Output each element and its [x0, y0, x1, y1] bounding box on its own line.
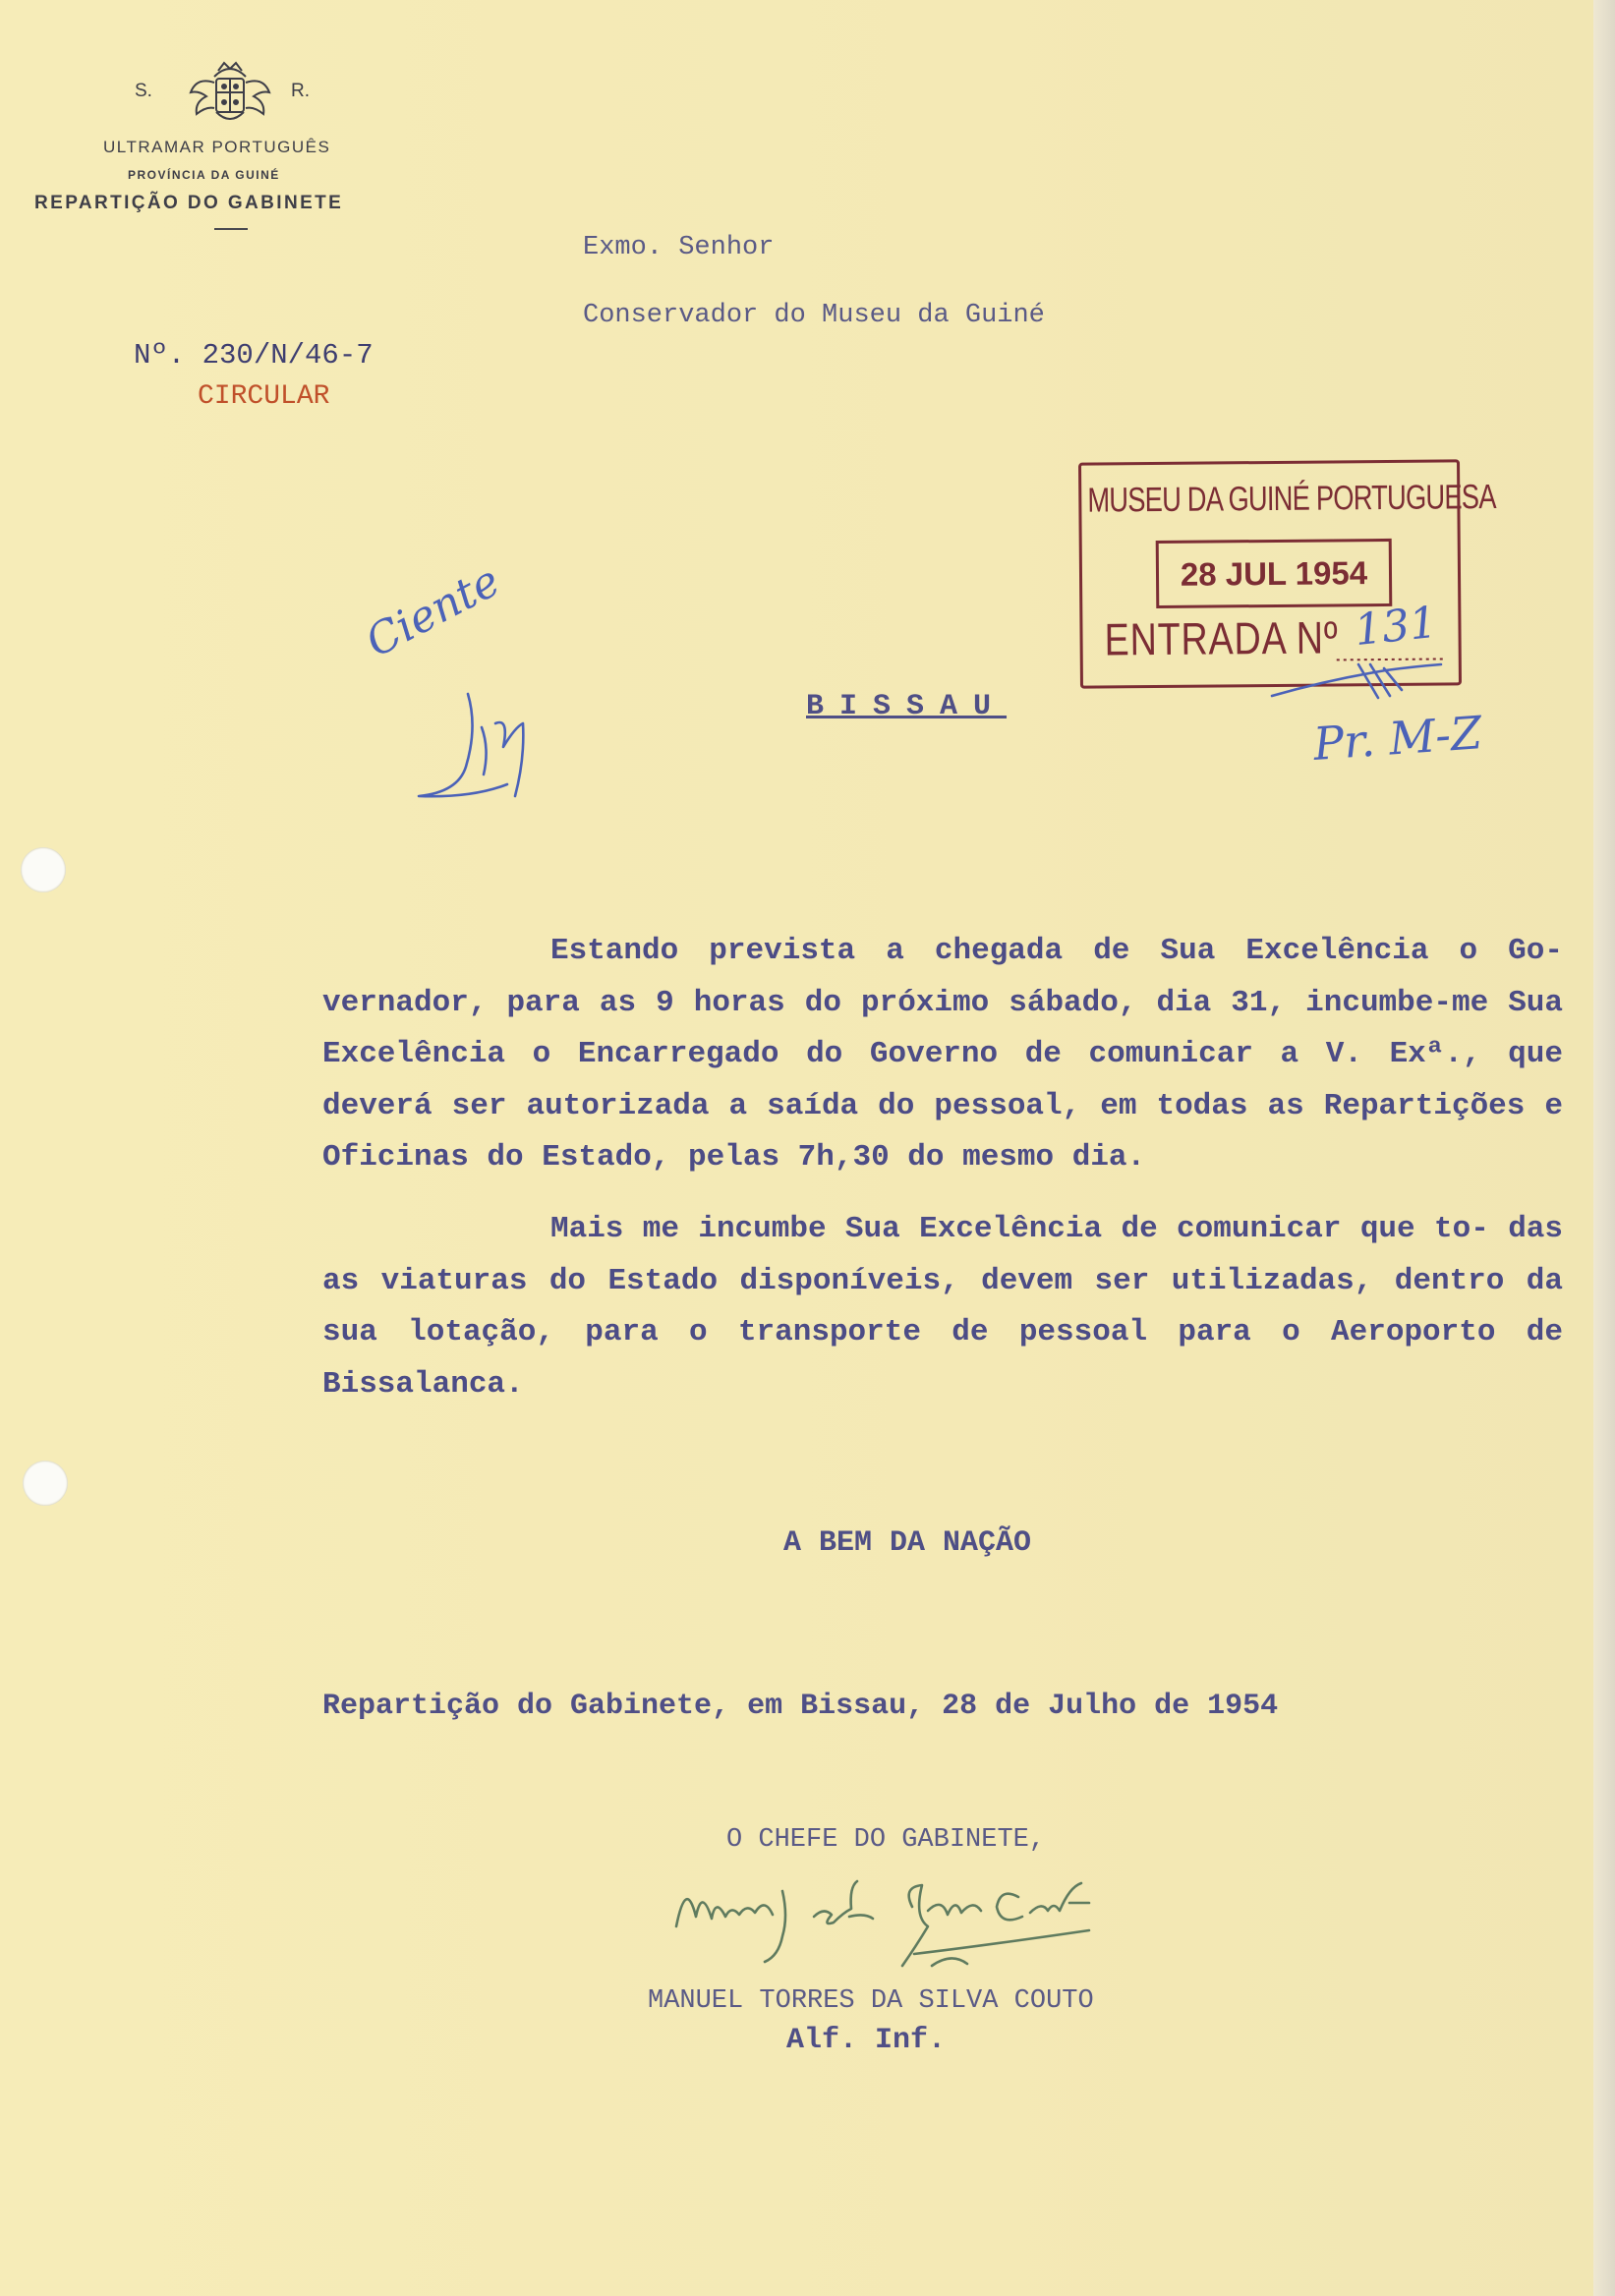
coat-of-arms-icon: [185, 57, 275, 132]
letterhead-line3: REPARTIÇÃO DO GABINETE: [34, 193, 344, 213]
stamp-note: Pr. M-Z: [1311, 706, 1484, 771]
initials-mark-icon: [413, 688, 560, 806]
signatory-title: O CHEFE DO GABINETE,: [726, 1825, 1046, 1855]
punch-hole-top: [21, 847, 66, 892]
stamp-entry-number: 131: [1352, 597, 1440, 657]
stamp-institution: MUSEU DA GUINÉ PORTUGUESA: [1087, 477, 1496, 520]
received-stamp: [1078, 459, 1496, 688]
margin-note: Ciente: [358, 555, 508, 667]
reference-number: Nº. 230/N/46-7: [134, 339, 374, 372]
closing-formula: A BEM DA NAÇÃO: [783, 1526, 1032, 1560]
body-paragraph-1-lead: Estando prevista a chegada de Sua Excelência o Go-: [550, 934, 1563, 968]
letterhead-line1: ULTRAMAR PORTUGUÊS: [103, 138, 331, 156]
body-paragraph-1: [322, 926, 1563, 1184]
place-heading: BISSAU: [806, 690, 1008, 723]
body-paragraph-2-lead: Mais me incumbe Sua Excelência de comunicar que to-: [550, 1212, 1489, 1246]
letterhead-rule: [214, 228, 248, 230]
addressee-recipient: Conservador do Museu da Guiné: [583, 301, 1045, 330]
entry-strike-icon: [1268, 660, 1445, 710]
body-paragraph-2-rest: das as viaturas do Estado disponíveis, devem ser utilizadas, dentro da sua lotação, para o transporte de pessoal para o Aeroporto de Bissalanca.: [322, 1212, 1563, 1402]
stamp-date: 28 JUL 1954: [1156, 539, 1393, 608]
signatory-name: MANUEL TORRES DA SILVA COUTO: [648, 1986, 1094, 2016]
letterhead-line2: PROVÍNCIA DA GUINÉ: [128, 168, 280, 182]
reference-type: CIRCULAR: [198, 381, 330, 412]
punch-hole-bottom: [23, 1461, 68, 1506]
body-paragraph-2: [322, 1204, 1563, 1410]
body-paragraph-1-rest: vernador, para as 9 horas do próximo sábado, dia 31, incumbe-me Sua Excelência o Encarregado do Governo de comunicar a V. Exª., que deverá ser autorizada a saída do pessoal, em todas as Repartições e Oficinas do Estado, pelas 7h,30 do mesmo dia.: [322, 985, 1563, 1175]
page-edge: [1593, 0, 1615, 2296]
addressee-salutation: Exmo. Senhor: [583, 233, 775, 262]
letterhead-right-mark: R.: [291, 81, 310, 101]
handwritten-signature: [657, 1858, 1207, 1985]
stamp-entry-label: ENTRADA Nº: [1104, 611, 1339, 665]
dateline: Repartição do Gabinete, em Bissau, 28 de Julho de 1954: [322, 1690, 1279, 1723]
letterhead-left-mark: S.: [135, 81, 152, 101]
signatory-rank: Alf. Inf.: [786, 2024, 947, 2057]
